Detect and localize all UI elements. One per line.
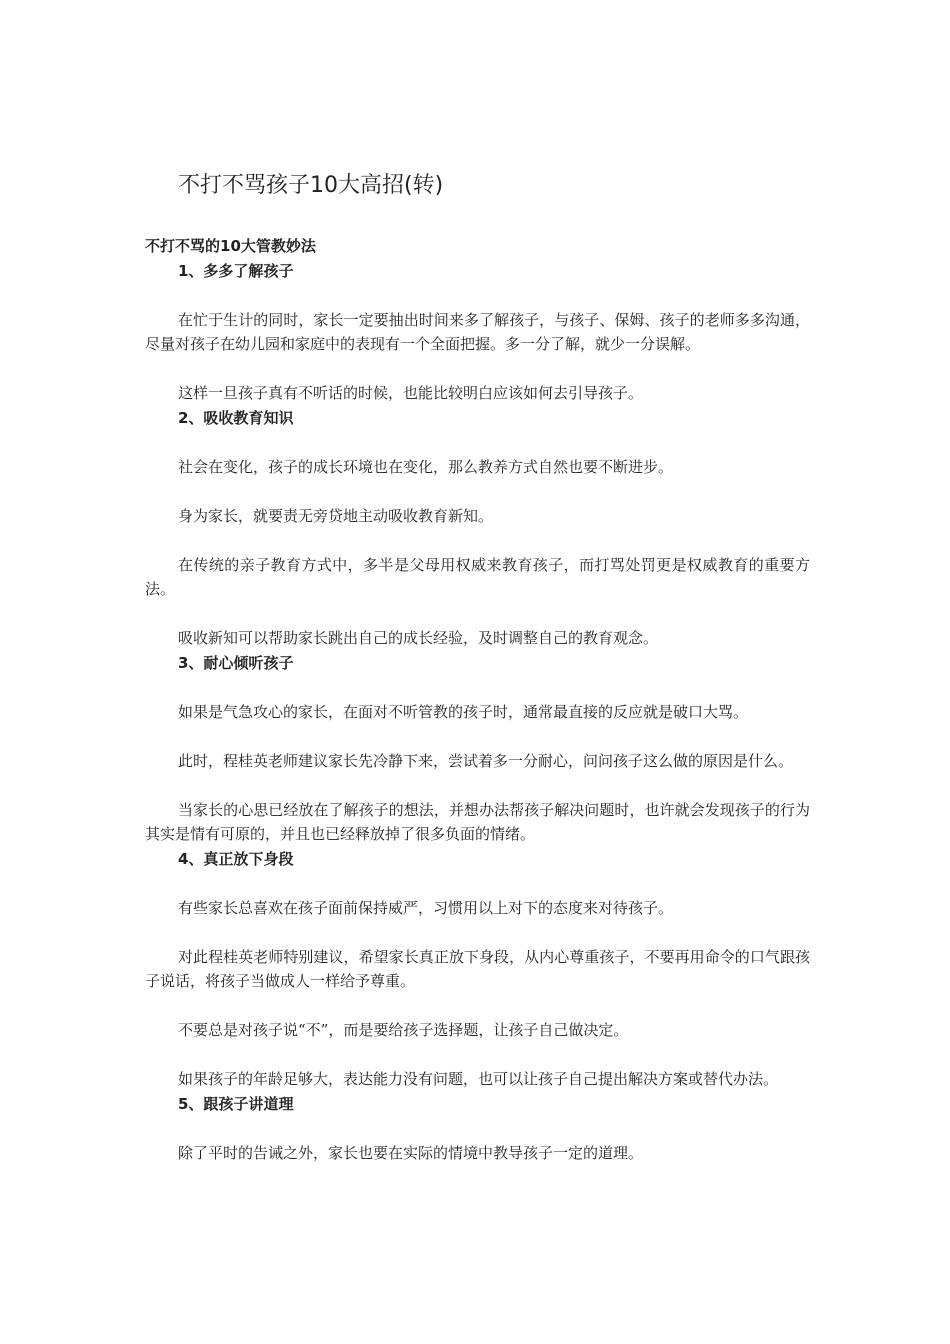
paragraph: 身为家长，就要责无旁贷地主动吸收教育新知。 bbox=[178, 506, 494, 525]
paragraph: 当家长的心思已经放在了解孩子的想法，并想办法帮孩子解决问题时，也许就会发现孩子的行为其实是情有可原的，并且也已经释放掉了很多负面的情绪。 bbox=[145, 800, 810, 843]
paragraph: 有些家长总喜欢在孩子面前保持威严，习惯用以上对下的态度来对待孩子。 bbox=[178, 898, 674, 917]
paragraph: 社会在变化，孩子的成长环境也在变化，那么教养方式自然也要不断进步。 bbox=[178, 457, 674, 476]
section-4 bbox=[145, 847, 810, 1092]
paragraph: 在传统的亲子教育方式中，多半是父母用权威来教育孩子，而打骂处罚更是权威教育的重要方法。 bbox=[145, 555, 810, 598]
section-3 bbox=[145, 651, 810, 847]
paragraph: 此时，程桂英老师建议家长先冷静下来，尝试着多一分耐心，问问孩子这么做的原因是什么。 bbox=[178, 751, 794, 770]
section-heading: 5、跟孩子讲道理 bbox=[178, 1094, 294, 1113]
paragraph: 如果是气急攻心的家长，在面对不听管教的孩子时，通常最直接的反应就是破口大骂。 bbox=[178, 702, 749, 721]
section-heading: 2、吸收教育知识 bbox=[178, 408, 294, 427]
paragraph: 这样一旦孩子真有不听话的时候，也能比较明白应该如何去引导孩子。 bbox=[178, 384, 644, 402]
document-title: 不打不骂孩子10大高招(转) bbox=[178, 173, 444, 198]
section-heading: 3、耐心倾听孩子 bbox=[178, 653, 294, 672]
paragraph: 除了平时的告诫之外，家长也要在实际的情境中教导孩子一定的道理。 bbox=[178, 1143, 644, 1162]
section-1 bbox=[145, 259, 810, 406]
document-subtitle: 不打不骂的10大管教妙法 bbox=[145, 237, 316, 255]
section-2 bbox=[145, 406, 810, 651]
section-heading: 4、真正放下身段 bbox=[178, 849, 294, 868]
paragraph: 不要总是对孩子说“不”，而是要给孩子选择题，让孩子自己做决定。 bbox=[178, 1021, 629, 1039]
paragraph: 吸收新知可以帮助家长跳出自己的成长经验，及时调整自己的教育观念。 bbox=[178, 629, 659, 647]
section-heading: 1、多多了解孩子 bbox=[178, 261, 294, 280]
paragraph: 在忙于生计的同时，家长一定要抽出时间来多了解孩子，与孩子、保姆、孩子的老师多多沟通，尽量对孩子在幼儿园和家庭中的表现有一个全面把握。多一分了解，就少一分误解。 bbox=[145, 310, 810, 353]
section-5 bbox=[145, 1092, 810, 1166]
paragraph: 如果孩子的年龄足够大，表达能力没有问题，也可以让孩子自己提出解决方案或替代办法。 bbox=[178, 1070, 779, 1088]
document-body bbox=[145, 234, 810, 1165]
paragraph: 对此程桂英老师特别建议，希望家长真正放下身段，从内心尊重孩子，不要再用命令的口气跟孩子说话，将孩子当做成人一样给予尊重。 bbox=[145, 947, 810, 990]
